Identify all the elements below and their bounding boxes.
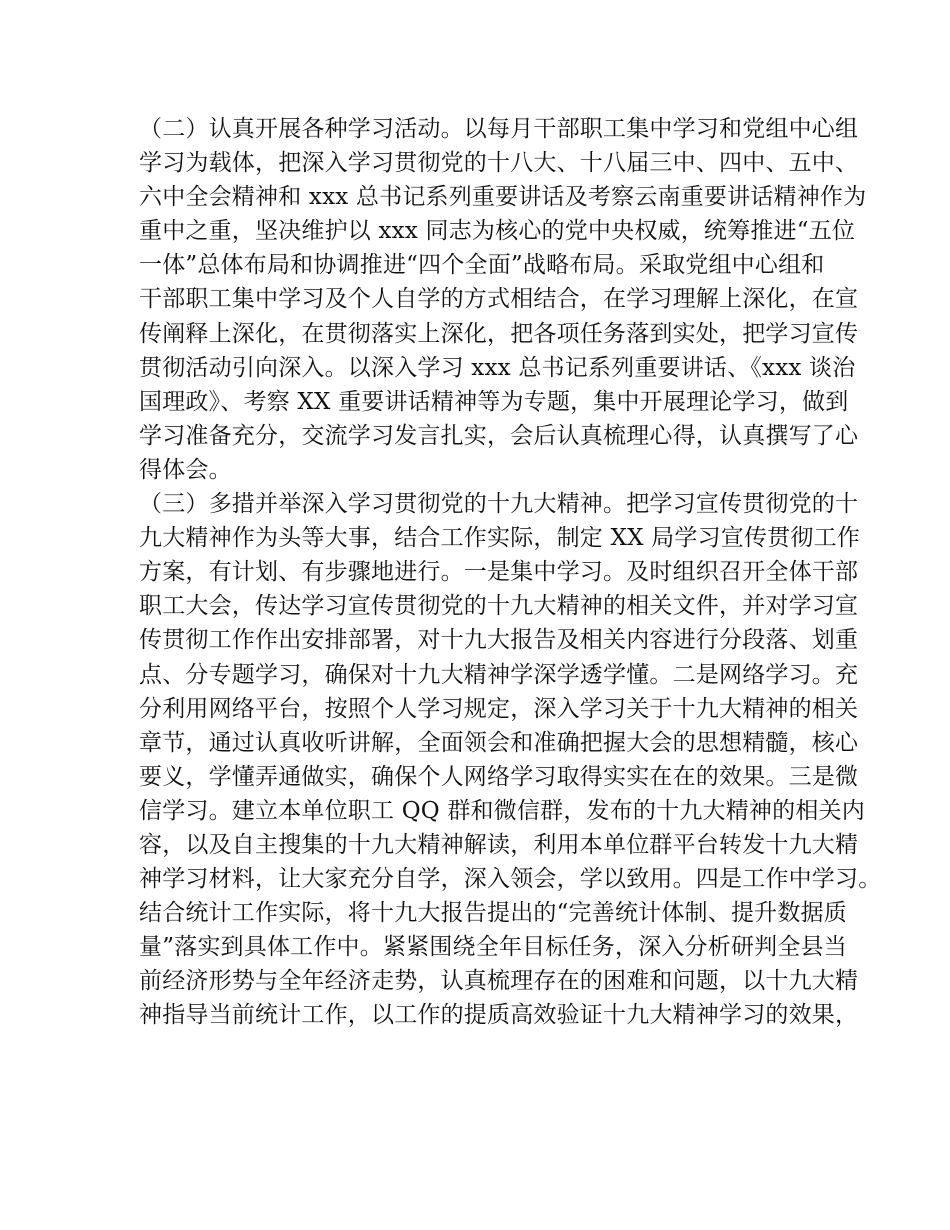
text-line: 传阐释上深化，在贯彻落实上深化，把各项任务落到实处，把学习宣传 [139,320,859,347]
text-line: 信学习。建立本单位职工 QQ 群和微信群，发布的十九大精神的相关内 [139,797,865,824]
text-line: 分利用网络平台，按照个人学习规定，深入学习关于十九大精神的相关 [139,695,859,722]
text-line: 职工大会，传达学习宣传贯彻党的十九大精神的相关文件，并对学习宣 [139,593,859,620]
text-line: 得体会。 [139,456,232,483]
text-line: 方案，有计划、有步骤地进行。一是集中学习。及时组织召开全体干部 [139,559,859,586]
text-line: 六中全会精神和 xxx 总书记系列重要讲话及考察云南重要讲话精神作为 [139,184,867,211]
text-line: 重中之重，坚决维护以 xxx 同志为核心的党中央权威，统筹推进“五位 [139,218,856,245]
document-body [139,112,882,1033]
text-line: 传贯彻工作作出安排部署，对十九大报告及相关内容进行分段落、划重 [139,627,859,654]
text-line: 九大精神作为头等大事，结合工作实际，制定 XX 局学习宣传贯彻工作 [139,525,860,552]
text-line: 神学习材料，让大家充分自学，深入领会，学以致用。四是工作中学习。 [139,866,882,893]
text-line: 前经济形势与全年经济走势，认真梳理存在的困难和问题，以十九大精 [139,968,859,995]
text-line: 学习为载体，把深入学习贯彻党的十八大、十八届三中、四中、五中、 [139,150,859,177]
text-line: 神指导当前统计工作，以工作的提质高效验证十九大精神学习的效果， [139,1002,859,1029]
text-line: 干部职工集中学习及个人自学的方式相结合，在学习理解上深化，在宣 [139,286,859,313]
text-line: （二）认真开展各种学习活动。以每月干部职工集中学习和党组中心组 [139,116,859,142]
text-line: 量”落实到具体工作中。紧紧围绕全年目标任务，深入分析研判全县当 [139,934,847,961]
text-line: 要义，学懂弄通做实，确保个人网络学习取得实实在在的效果。三是微 [139,763,859,790]
text-line: （三）多措并举深入学习贯彻党的十九大精神。把学习宣传贯彻党的十 [139,491,859,518]
text-line: 章节，通过认真收听讲解，全面领会和准确把握大会的思想精髓，核心 [139,729,859,756]
text-line: 贯彻活动引向深入。以深入学习 xxx 总书记系列重要讲话、《xxx 谈治 [139,354,856,381]
text-line: 结合统计工作实际，将十九大报告提出的“完善统计体制、提升数据质 [139,900,847,927]
text-line: 点、分专题学习，确保对十九大精神学深学透学懂。二是网络学习。充 [139,661,859,688]
text-line: 一体”总体布局和协调推进“四个全面”战略布局。采取党组中心组和 [139,252,825,279]
text-line: 学习准备充分，交流学习发言扎实，会后认真梳理心得，认真撰写了心 [139,422,859,449]
text-line: 容，以及自主搜集的十九大精神解读，利用本单位群平台转发十九大精 [139,831,859,858]
text-line: 国理政》、考察 XX 重要讲话精神等为专题，集中开展理论学习，做到 [139,388,849,415]
